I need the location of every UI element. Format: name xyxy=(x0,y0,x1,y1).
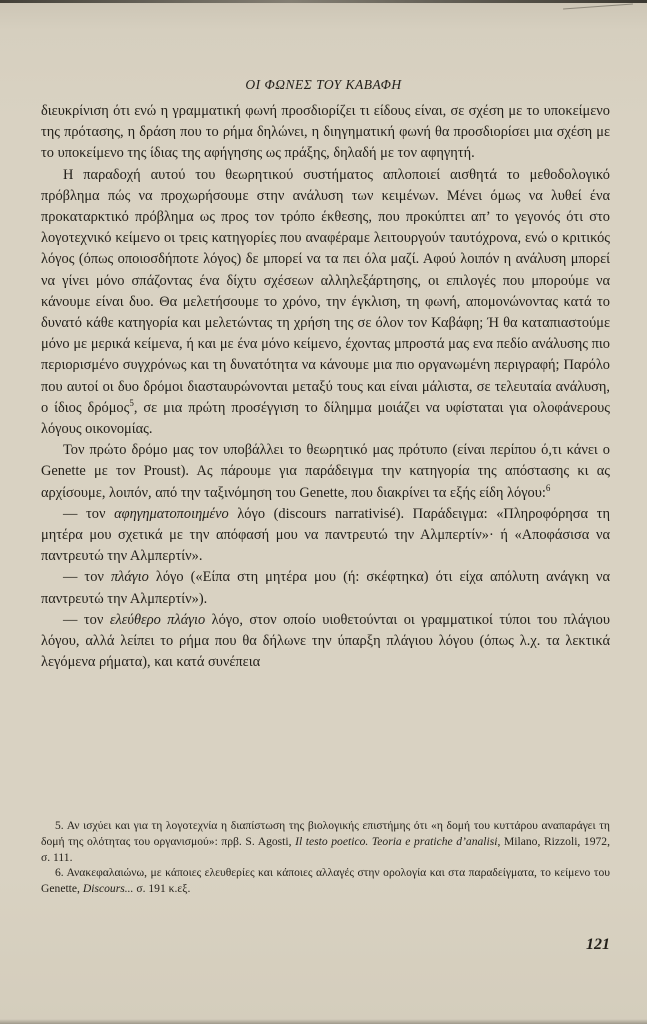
text-segment: Η παραδοχή αυτού του θεωρητικού συστήματος απλοποιεί αισθητά το μεθοδολογικό πρόβλημα πώς να προχωρήσουμε στην ανάλυση των κειμένων. Μένει όμως να λυθεί ένα προκαταρκτικό πρόβλημα ως προς τον τρόπο έκθεσης, που προκύπτει απ’ το γεγονός ότι στο λογοτεχνικό κείμενο οι τρεις κατηγορίες που αναφέραμε λειτουργούν ταυτόχρονα, ενώ ο κριτικός λόγος (όπως οποιοσδήποτε λόγος) δε μπορεί να τα πει όλα μαζί. Αφού λοιπόν η ανάλυση μπορεί να γίνει μόνο σπάζοντας ένα δίχτυ σχέσεων αλληλεξάρτησης, οι επιλογές που μπορούμε να κάνουμε είναι δυο. Θα μελετήσουμε το χρόνο, την έγκλιση, τη φωνή, απομονώνοντας κατά το δυνατό κάθε κατηγορία και μελετώντας τη χρήση της σε όλον τον Καβάφη; Ή θα καταπιαστούμε μόνο με μερικά κείμενα, ή και με ένα μόνο κείμενο, έχοντας μπροστά μας ενα πεδίο ανάλυσης πιο περιορισμένο συγχρόνως και τη δυνατότητα να κάνουμε μια πιο οργανωμένη περιγραφή; Παρόλο που αυτοί οι δυο δρόμοι διασταυρώνονται μεταξύ τους και είναι μάλιστα, σε τελευταία ανάλυση, ο ίδιος δρόμος xyxy=(41,166,610,416)
scan-edge-bottom xyxy=(0,1019,647,1024)
text-segment: λόγο, στον οποίο υιοθετούνται οι γραμματικοί τύποι του πλάγιου λόγου, αλλά λείπει το ρήμα που θα δήλωνε την ύπαρξη πλάγιου λόγου (όπως λ.χ. τα λεκτικά λεγόμενα ρήματα), και κατά συνέπεια xyxy=(41,611,610,671)
paragraph xyxy=(41,101,610,165)
text-segment: , Milano, Rizzoli, 1972, σ. 111. xyxy=(41,834,610,864)
paragraph xyxy=(41,610,610,674)
text-segment: πλάγιο xyxy=(110,569,149,586)
footnote-marker: 6 xyxy=(545,482,551,493)
text-segment: 5. Αν ισχύει και για τη λογοτεχνία η διαπίστωση της βιολογικής επιστήμης ότι «η δομή του κυττάρου αναπαράγει τη δομή της ολότητας του οργανισμού»: πρβ. S. Agosti, xyxy=(41,819,610,848)
text-segment: σ. 191 κ.εξ. xyxy=(133,882,191,896)
text-segment: — τον xyxy=(63,611,110,628)
text-segment: αφηγηματοποιημένο xyxy=(114,505,229,522)
text-segment: — τον xyxy=(63,505,115,522)
text-segment: λόγο («Είπα στη μητέρα μου (ή: σκέφτηκα) ότι είχα απόλυτη ανάγκη να παντρευτώ την Αλμπερτίν»). xyxy=(41,569,610,607)
body-text xyxy=(41,101,610,673)
text-segment: Discours... xyxy=(82,882,134,896)
text-segment: ελεύθερο πλάγιο xyxy=(109,611,206,628)
footnotes xyxy=(41,818,610,897)
text-segment: Il testo poetico. Teoria e pratiche d’analisi xyxy=(295,834,498,848)
text-segment: , σε μια πρώτη προσέγγιση το δίλημμα μοιάζει να υφίσταται για ολοφάνερους λόγους οικονομίας. xyxy=(41,399,611,438)
paragraph xyxy=(41,865,610,897)
text-segment: — τον xyxy=(63,569,111,586)
paragraph xyxy=(41,504,610,568)
text-segment: λόγο (discours narrativisé). Παράδειγμα: «Πληροφόρησα τη μητέρα μου σχετικά με την απόφασή μου να παντρευτώ την Αλμπερτίν»· ή «Αποφάσισα να παντρευτώ την Αλμπερτίν». xyxy=(41,505,610,565)
paragraph xyxy=(41,440,610,504)
text-segment: διευκρίνιση ότι ενώ η γραμματική φωνή προσδιορίζει τι είδους είναι, σε σχέση με το υποκείμενο της πρότασης, η δράση που το ρήμα δηλώνει, η διηγηματική φωνή θα προσδιορίσει μια σχέση με το υποκείμενο της ίδιας της αφήγησης ως πράξης, δηλαδή με τον αφηγητή. xyxy=(41,103,610,162)
paragraph xyxy=(41,818,610,865)
page-number: 121 xyxy=(586,936,610,953)
running-header: ΟΙ ΦΩΝΕΣ ΤΟΥ ΚΑΒΑΦΗ xyxy=(245,77,402,92)
paragraph xyxy=(41,567,610,609)
scan-scratch-mark xyxy=(563,4,633,10)
paragraph xyxy=(41,165,610,441)
scan-edge-top xyxy=(0,0,647,3)
text-segment: 6. Ανακεφαλαιώνω, με κάποιες ελευθερίες και κάποιες αλλαγές στην ορολογία και στα παραδείγματα, το κείμενο του Genette, xyxy=(41,866,610,896)
text-segment: Τον πρώτο δρόμο μας τον υποβάλλει το θεωρητικό μας πρότυπο (είναι περίπου ό,τι κάνει ο Genette με τον Proust). Ας πάρουμε για παράδειγμα την κατηγορία της απόστασης κι ας αρχίσουμε, λοιπόν, από την ταξινόμηση του Genette, που διακρίνει τα εξής είδη λόγου: xyxy=(41,442,610,501)
footnote-marker: 5 xyxy=(129,398,134,409)
